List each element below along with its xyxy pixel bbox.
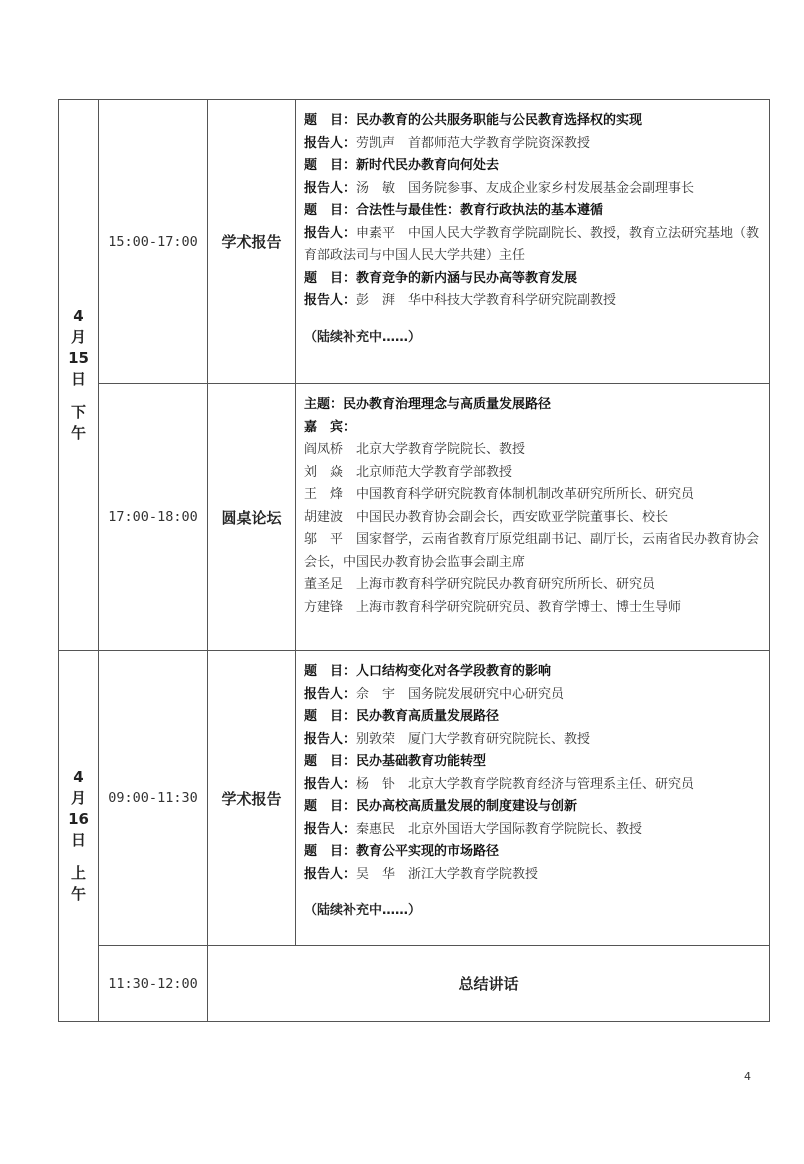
line-text: 秦惠民 北京外国语大学国际教育学院院长、教授 xyxy=(356,821,643,837)
line-text: 教育竞争的新内涵与民办高等教育发展 xyxy=(356,270,578,286)
line-label: 题 目： xyxy=(304,270,357,286)
line-label: 嘉 宾： xyxy=(304,419,357,435)
time-cell: 11:30-12:00 xyxy=(99,946,208,1022)
line-label: 题 目： xyxy=(304,709,357,724)
line-text: 民办教育高质量发展路径 xyxy=(356,709,500,724)
table-row xyxy=(59,651,770,946)
more-note: （陆续补充中……） xyxy=(304,903,422,918)
speaker-line xyxy=(304,439,761,462)
line-text: 申素平 中国人民大学教育学院副院长、教授，教育立法研究基地（教育部政法司与中国人民大学共建）主任 xyxy=(304,225,760,263)
speaker-line xyxy=(304,529,761,574)
line-text: 王 烽 中国教育科学研究院教育体制机制改革研究所所长、研究员 xyxy=(304,487,695,502)
line-label: 报告人： xyxy=(304,776,357,792)
day-text: 午 xyxy=(70,424,86,442)
speaker-line xyxy=(304,484,761,507)
line-text: 董圣足 上海市教育科学研究院民办教育研究所所长、研究员 xyxy=(304,577,656,592)
line-label: 主题： xyxy=(304,397,344,412)
day-text: 15 xyxy=(68,349,89,367)
topic-line xyxy=(304,155,761,178)
session-type-cell: 圆桌论坛 xyxy=(208,384,296,651)
line-text: 劳凯声 首都师范大学教育学院资深教授 xyxy=(356,135,591,151)
day-text: 4 xyxy=(73,307,84,325)
line-label: 报告人： xyxy=(304,731,357,747)
speaker-line xyxy=(304,864,761,887)
page-number: 4 xyxy=(744,1070,751,1083)
topic-line xyxy=(304,661,761,684)
session-type-cell: 学术报告 xyxy=(208,100,296,384)
line-label: 题 目： xyxy=(304,754,357,769)
line-text: 方建锋 上海市教育科学研究院研究员、教育学博士、博士生导师 xyxy=(304,599,682,615)
line-text: 教育公平实现的市场路径 xyxy=(356,844,500,859)
line-label: 题 目： xyxy=(304,113,357,128)
line-text: 佘 宇 国务院发展研究中心研究员 xyxy=(356,686,565,702)
line-text: 彭 湃 华中科技大学教育科学研究院副教授 xyxy=(356,293,617,308)
line-text: 刘 焱 北京师范大学教育学部教授 xyxy=(304,464,513,480)
day-text: 16 xyxy=(68,810,89,828)
line-label: 报告人： xyxy=(304,293,357,308)
line-label: 题 目： xyxy=(304,799,357,814)
line-text: 民办教育的公共服务职能与公民教育选择权的实现 xyxy=(356,113,643,128)
topic-line xyxy=(304,268,761,291)
table-row xyxy=(59,384,770,651)
line-label: 题 目： xyxy=(304,844,357,859)
line-label: 报告人： xyxy=(304,180,357,196)
speaker-line xyxy=(304,729,761,752)
time-cell: 15:00-17:00 xyxy=(99,100,208,384)
line-text: 杨 钋 北京大学教育学院教育经济与管理系主任、研究员 xyxy=(356,776,695,792)
day-text: 午 xyxy=(70,885,86,903)
time-cell: 17:00-18:00 xyxy=(99,384,208,651)
line-label: 报告人： xyxy=(304,866,357,882)
line-text: 民办教育治理理念与高质量发展路径 xyxy=(343,397,552,412)
day-cell-apr16-morning xyxy=(59,651,99,1022)
table-row xyxy=(59,100,770,384)
line-label: 题 目： xyxy=(304,664,357,679)
line-text: 胡建波 中国民办教育协会副会长，西安欧亚学院董事长、校长 xyxy=(304,509,669,525)
day-text: 上 xyxy=(70,864,86,882)
line-label: 报告人： xyxy=(304,821,357,837)
line-label: 报告人： xyxy=(304,686,357,702)
speaker-line xyxy=(304,178,761,201)
line-text: 人口结构变化对各学段教育的影响 xyxy=(356,664,552,679)
speaker-line xyxy=(304,774,761,797)
speaker-line xyxy=(304,684,761,707)
speaker-line xyxy=(304,223,761,268)
topic-line xyxy=(304,110,761,133)
line-text: 民办基础教育功能转型 xyxy=(356,754,487,769)
day-text: 月 xyxy=(70,328,86,346)
line-text: 新时代民办教育向何处去 xyxy=(356,158,500,173)
summary-speech-cell: 总结讲话 xyxy=(208,946,770,1022)
line-text: 邬 平 国家督学，云南省教育厅原党组副书记、副厅长，云南省民办教育协会会长，中国民办教育协会监事会副主席 xyxy=(304,532,760,570)
table-row xyxy=(59,946,770,1022)
day-text: 下 xyxy=(70,403,86,421)
line-text: 别敦荣 厦门大学教育研究院院长、教授 xyxy=(356,731,591,747)
session-type-cell: 学术报告 xyxy=(208,651,296,946)
line-label: 报告人： xyxy=(304,225,357,241)
day-text: 4 xyxy=(73,768,84,786)
day-text: 日 xyxy=(70,370,86,388)
speaker-line xyxy=(304,290,761,313)
day-cell-apr15-afternoon xyxy=(59,100,99,651)
line-text: 汤 敏 国务院参事、友成企业家乡村发展基金会副理事长 xyxy=(356,180,695,196)
schedule-table xyxy=(58,99,770,1022)
more-note: （陆续补充中……） xyxy=(304,329,422,345)
session-content-cell xyxy=(296,651,770,946)
session-content-cell xyxy=(296,384,770,651)
line-label: 题 目： xyxy=(304,203,357,218)
topic-line xyxy=(304,200,761,223)
speaker-line xyxy=(304,574,761,597)
topic-line xyxy=(304,751,761,774)
day-text: 日 xyxy=(70,831,86,849)
line-text: 民办高校高质量发展的制度建设与创新 xyxy=(356,799,578,814)
topic-line xyxy=(304,841,761,864)
session-content-cell xyxy=(296,100,770,384)
topic-line xyxy=(304,706,761,729)
speaker-line xyxy=(304,462,761,485)
speaker-line xyxy=(304,133,761,156)
topic-line xyxy=(304,394,761,417)
day-text: 月 xyxy=(70,789,86,807)
speaker-line xyxy=(304,597,761,620)
line-label: 报告人： xyxy=(304,135,357,151)
line-text: 合法性与最佳性：教育行政执法的基本遵循 xyxy=(356,203,604,218)
line-label: 题 目： xyxy=(304,158,357,173)
line-text: 阎凤桥 北京大学教育学院院长、教授 xyxy=(304,442,526,457)
topic-line xyxy=(304,796,761,819)
topic-line xyxy=(304,417,761,440)
speaker-line xyxy=(304,507,761,530)
speaker-line xyxy=(304,819,761,842)
time-cell: 09:00-11:30 xyxy=(99,651,208,946)
line-text: 吴 华 浙江大学教育学院教授 xyxy=(356,866,539,882)
